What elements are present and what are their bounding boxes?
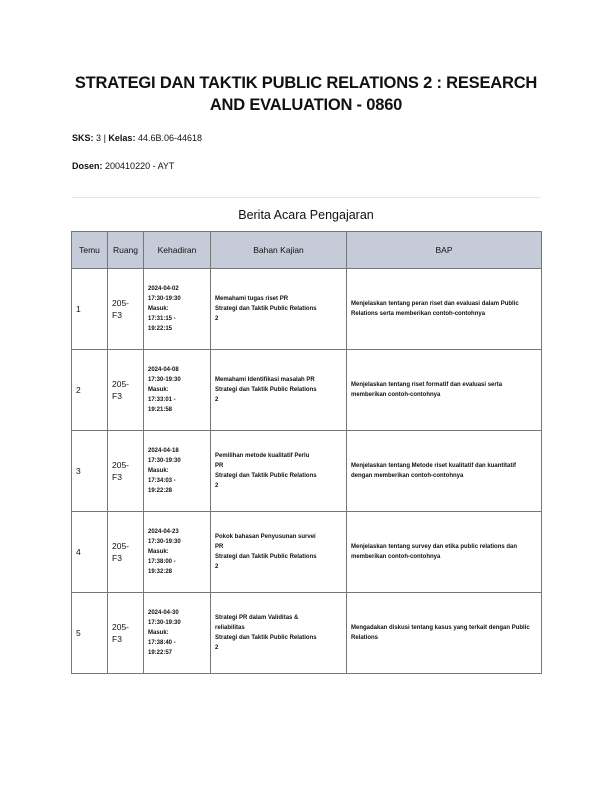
table-header-row <box>72 232 542 269</box>
cell-bap: Menjelaskan tentang riset formatif dan evaluasi serta memberikan contoh-contohnya <box>347 350 542 431</box>
header-bap: BAP <box>347 232 542 269</box>
table-row <box>72 431 542 512</box>
cell-bahan-kajian: Pemilihan metode kualitatif Perlu PR Strategi dan Taktik Public Relations 2 <box>211 431 347 512</box>
cell-kehadiran: 2024-04-30 17:30-19:30 Masuk: 17:38:40 - 19:22:57 <box>144 593 211 674</box>
header-ruang: Ruang <box>108 232 144 269</box>
cell-bahan-kajian: Memahami Identifikasi masalah PR Strategi dan Taktik Public Relations 2 <box>211 350 347 431</box>
kelas-value: 44.6B.06-44618 <box>137 133 203 143</box>
cell-temu: 4 <box>72 512 108 593</box>
teaching-log-table <box>71 231 542 674</box>
cell-ruang: 205- F3 <box>108 431 144 512</box>
cell-bahan-kajian: Pokok bahasan Penyusunan survei PR Strategi dan Taktik Public Relations 2 <box>211 512 347 593</box>
cell-temu: 5 <box>72 593 108 674</box>
cell-bap: Menjelaskan tentang peran riset dan evaluasi dalam Public Relations serta memberikan contoh-contohnya <box>347 269 542 350</box>
kelas-label: Kelas: <box>108 133 136 143</box>
table-row <box>72 512 542 593</box>
cell-kehadiran: 2024-04-08 17:30-19:30 Masuk: 17:33:01 - 19:21:58 <box>144 350 211 431</box>
cell-bahan-kajian: Strategi PR dalam Validitas & reliabilitas Strategi dan Taktik Public Relations 2 <box>211 593 347 674</box>
cell-kehadiran: 2024-04-02 17:30-19:30 Masuk: 17:31:15 - 19:22:15 <box>144 269 211 350</box>
dosen-label: Dosen: <box>72 161 103 171</box>
cell-bap: Menjelaskan tentang survey dan etika public relations dan memberikan contoh-contohnya <box>347 512 542 593</box>
table-row <box>72 350 542 431</box>
table-row <box>72 593 542 674</box>
cell-ruang: 205- F3 <box>108 269 144 350</box>
header-bahan-kajian: Bahan Kajian <box>211 232 347 269</box>
cell-bap: Mengadakan diskusi tentang kasus yang terkait dengan Public Relations <box>347 593 542 674</box>
header-kehadiran: Kehadiran <box>144 232 211 269</box>
sks-value: 3 <box>96 133 102 143</box>
cell-temu: 1 <box>72 269 108 350</box>
course-info <box>72 133 202 144</box>
cell-ruang: 205- F3 <box>108 593 144 674</box>
cell-ruang: 205- F3 <box>108 350 144 431</box>
cell-kehadiran: 2024-04-23 17:30-19:30 Masuk: 17:38:00 - 19:32:28 <box>144 512 211 593</box>
cell-bahan-kajian: Memahami tugas riset PR Strategi dan Taktik Public Relations 2 <box>211 269 347 350</box>
sks-label: SKS: <box>72 133 94 143</box>
cell-temu: 3 <box>72 431 108 512</box>
course-title: STRATEGI DAN TAKTIK PUBLIC RELATIONS 2 : RESEARCH AND EVALUATION - 0860 <box>74 74 538 114</box>
section-title: Berita Acara Pengajaran <box>238 208 374 222</box>
header-temu: Temu <box>72 232 108 269</box>
divider <box>72 197 540 198</box>
dosen-value: 200410220 - AYT <box>105 161 175 171</box>
cell-temu: 2 <box>72 350 108 431</box>
cell-kehadiran: 2024-04-18 17:30-19:30 Masuk: 17:34:03 - 19:22:28 <box>144 431 211 512</box>
table-row <box>72 269 542 350</box>
cell-bap: Menjelaskan tentang Metode riset kualitatif dan kuantitatif dengan memberikan contoh-contohnya <box>347 431 542 512</box>
lecturer-info <box>72 161 174 172</box>
cell-ruang: 205- F3 <box>108 512 144 593</box>
info-separator: | <box>103 133 106 143</box>
